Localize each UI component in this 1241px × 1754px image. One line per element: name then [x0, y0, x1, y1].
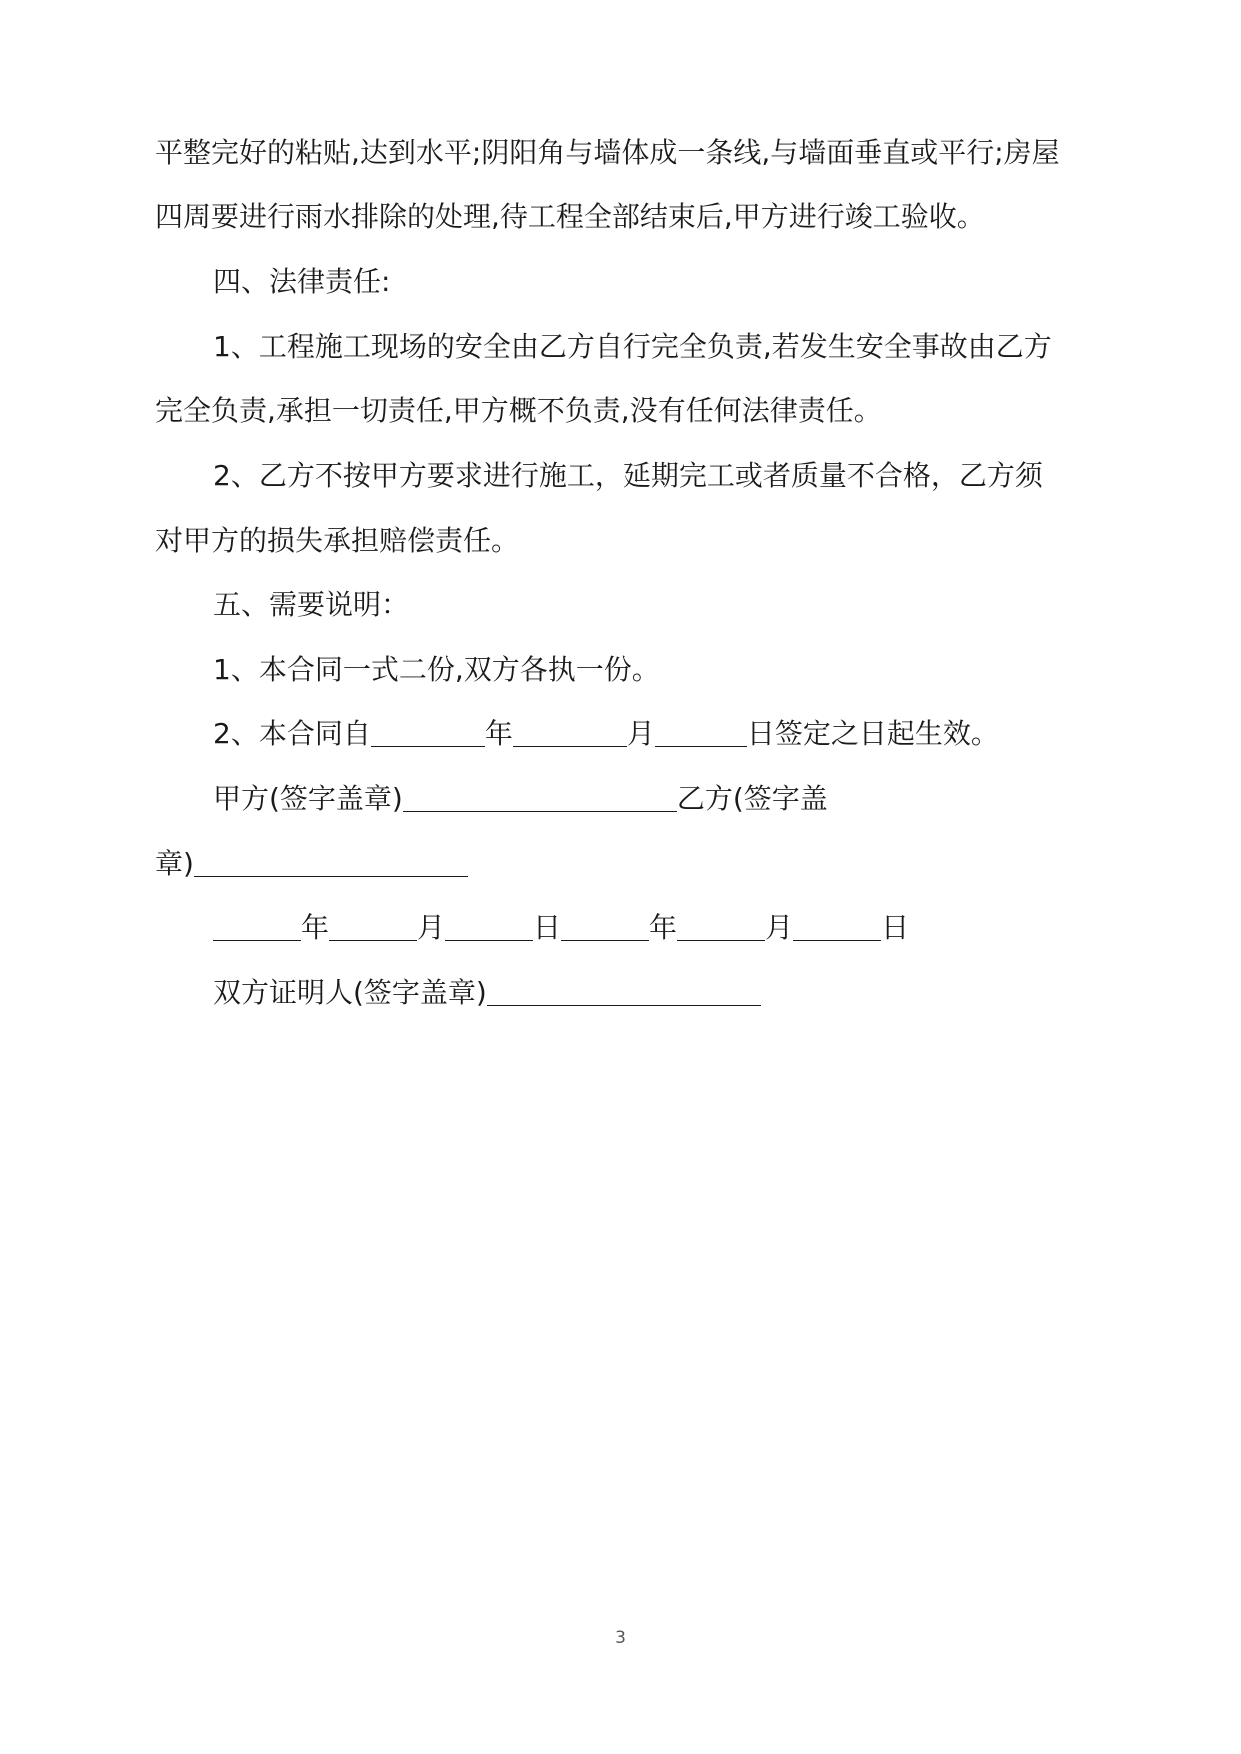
party-b-label: 乙方(签字盖 — [676, 782, 828, 815]
party-a-day-blank — [445, 910, 533, 941]
witness-signature-blank — [487, 975, 761, 1006]
year-label: 年 — [649, 911, 678, 944]
page-number: 3 — [615, 1628, 626, 1648]
effective-date-suffix: 日签定之日起生效。 — [746, 717, 999, 750]
paragraph-line: 2、乙方不按甲方要求进行施工，延期完工或者质量不合格，乙方须 — [213, 459, 1043, 492]
year-blank — [371, 716, 485, 747]
paragraph-line: 四周要进行雨水排除的处理,待工程全部结束后,甲方进行竣工验收。 — [155, 200, 985, 233]
signature-line-party-b — [155, 844, 468, 884]
month-label: 月 — [626, 717, 655, 750]
party-a-signature-blank — [403, 781, 677, 812]
day-label: 日 — [533, 911, 562, 944]
paragraph-line: 1、本合同一式二份,双方各执一份。 — [213, 653, 660, 686]
month-label: 月 — [765, 911, 794, 944]
month-blank — [513, 716, 627, 747]
signature-date-line — [213, 908, 909, 948]
month-label: 月 — [417, 911, 446, 944]
witness-line — [213, 973, 761, 1013]
day-blank — [655, 716, 747, 747]
party-b-month-blank — [677, 910, 765, 941]
paragraph-line: 完全负责,承担一切责任,甲方概不负责,没有任何法律责任。 — [155, 394, 882, 427]
party-b-signature-blank — [194, 846, 468, 877]
signature-line-parties — [213, 779, 828, 819]
effective-date-prefix: 2、本合同自 — [213, 717, 371, 750]
day-label: 日 — [881, 911, 910, 944]
section-heading-notes: 五、需要说明： — [213, 588, 410, 621]
party-a-month-blank — [329, 910, 417, 941]
party-a-label: 甲方(签字盖章) — [213, 782, 403, 815]
effective-date-line — [213, 714, 999, 754]
year-label: 年 — [484, 717, 513, 750]
party-a-year-blank — [213, 910, 301, 941]
year-label: 年 — [301, 911, 330, 944]
paragraph-line: 1、工程施工现场的安全由乙方自行完全负责,若发生安全事故由乙方 — [213, 330, 1052, 363]
party-b-day-blank — [793, 910, 881, 941]
paragraph-line: 对甲方的损失承担赔偿责任。 — [155, 524, 520, 557]
paragraph-line: 平整完好的粘贴,达到水平;阴阳角与墙体成一条线,与墙面垂直或平行;房屋 — [155, 136, 1060, 169]
party-b-label-continued: 章) — [155, 847, 194, 880]
party-b-year-blank — [561, 910, 649, 941]
section-heading-legal-liability: 四、法律责任: — [213, 265, 391, 298]
witness-label: 双方证明人(签字盖章) — [213, 976, 487, 1009]
